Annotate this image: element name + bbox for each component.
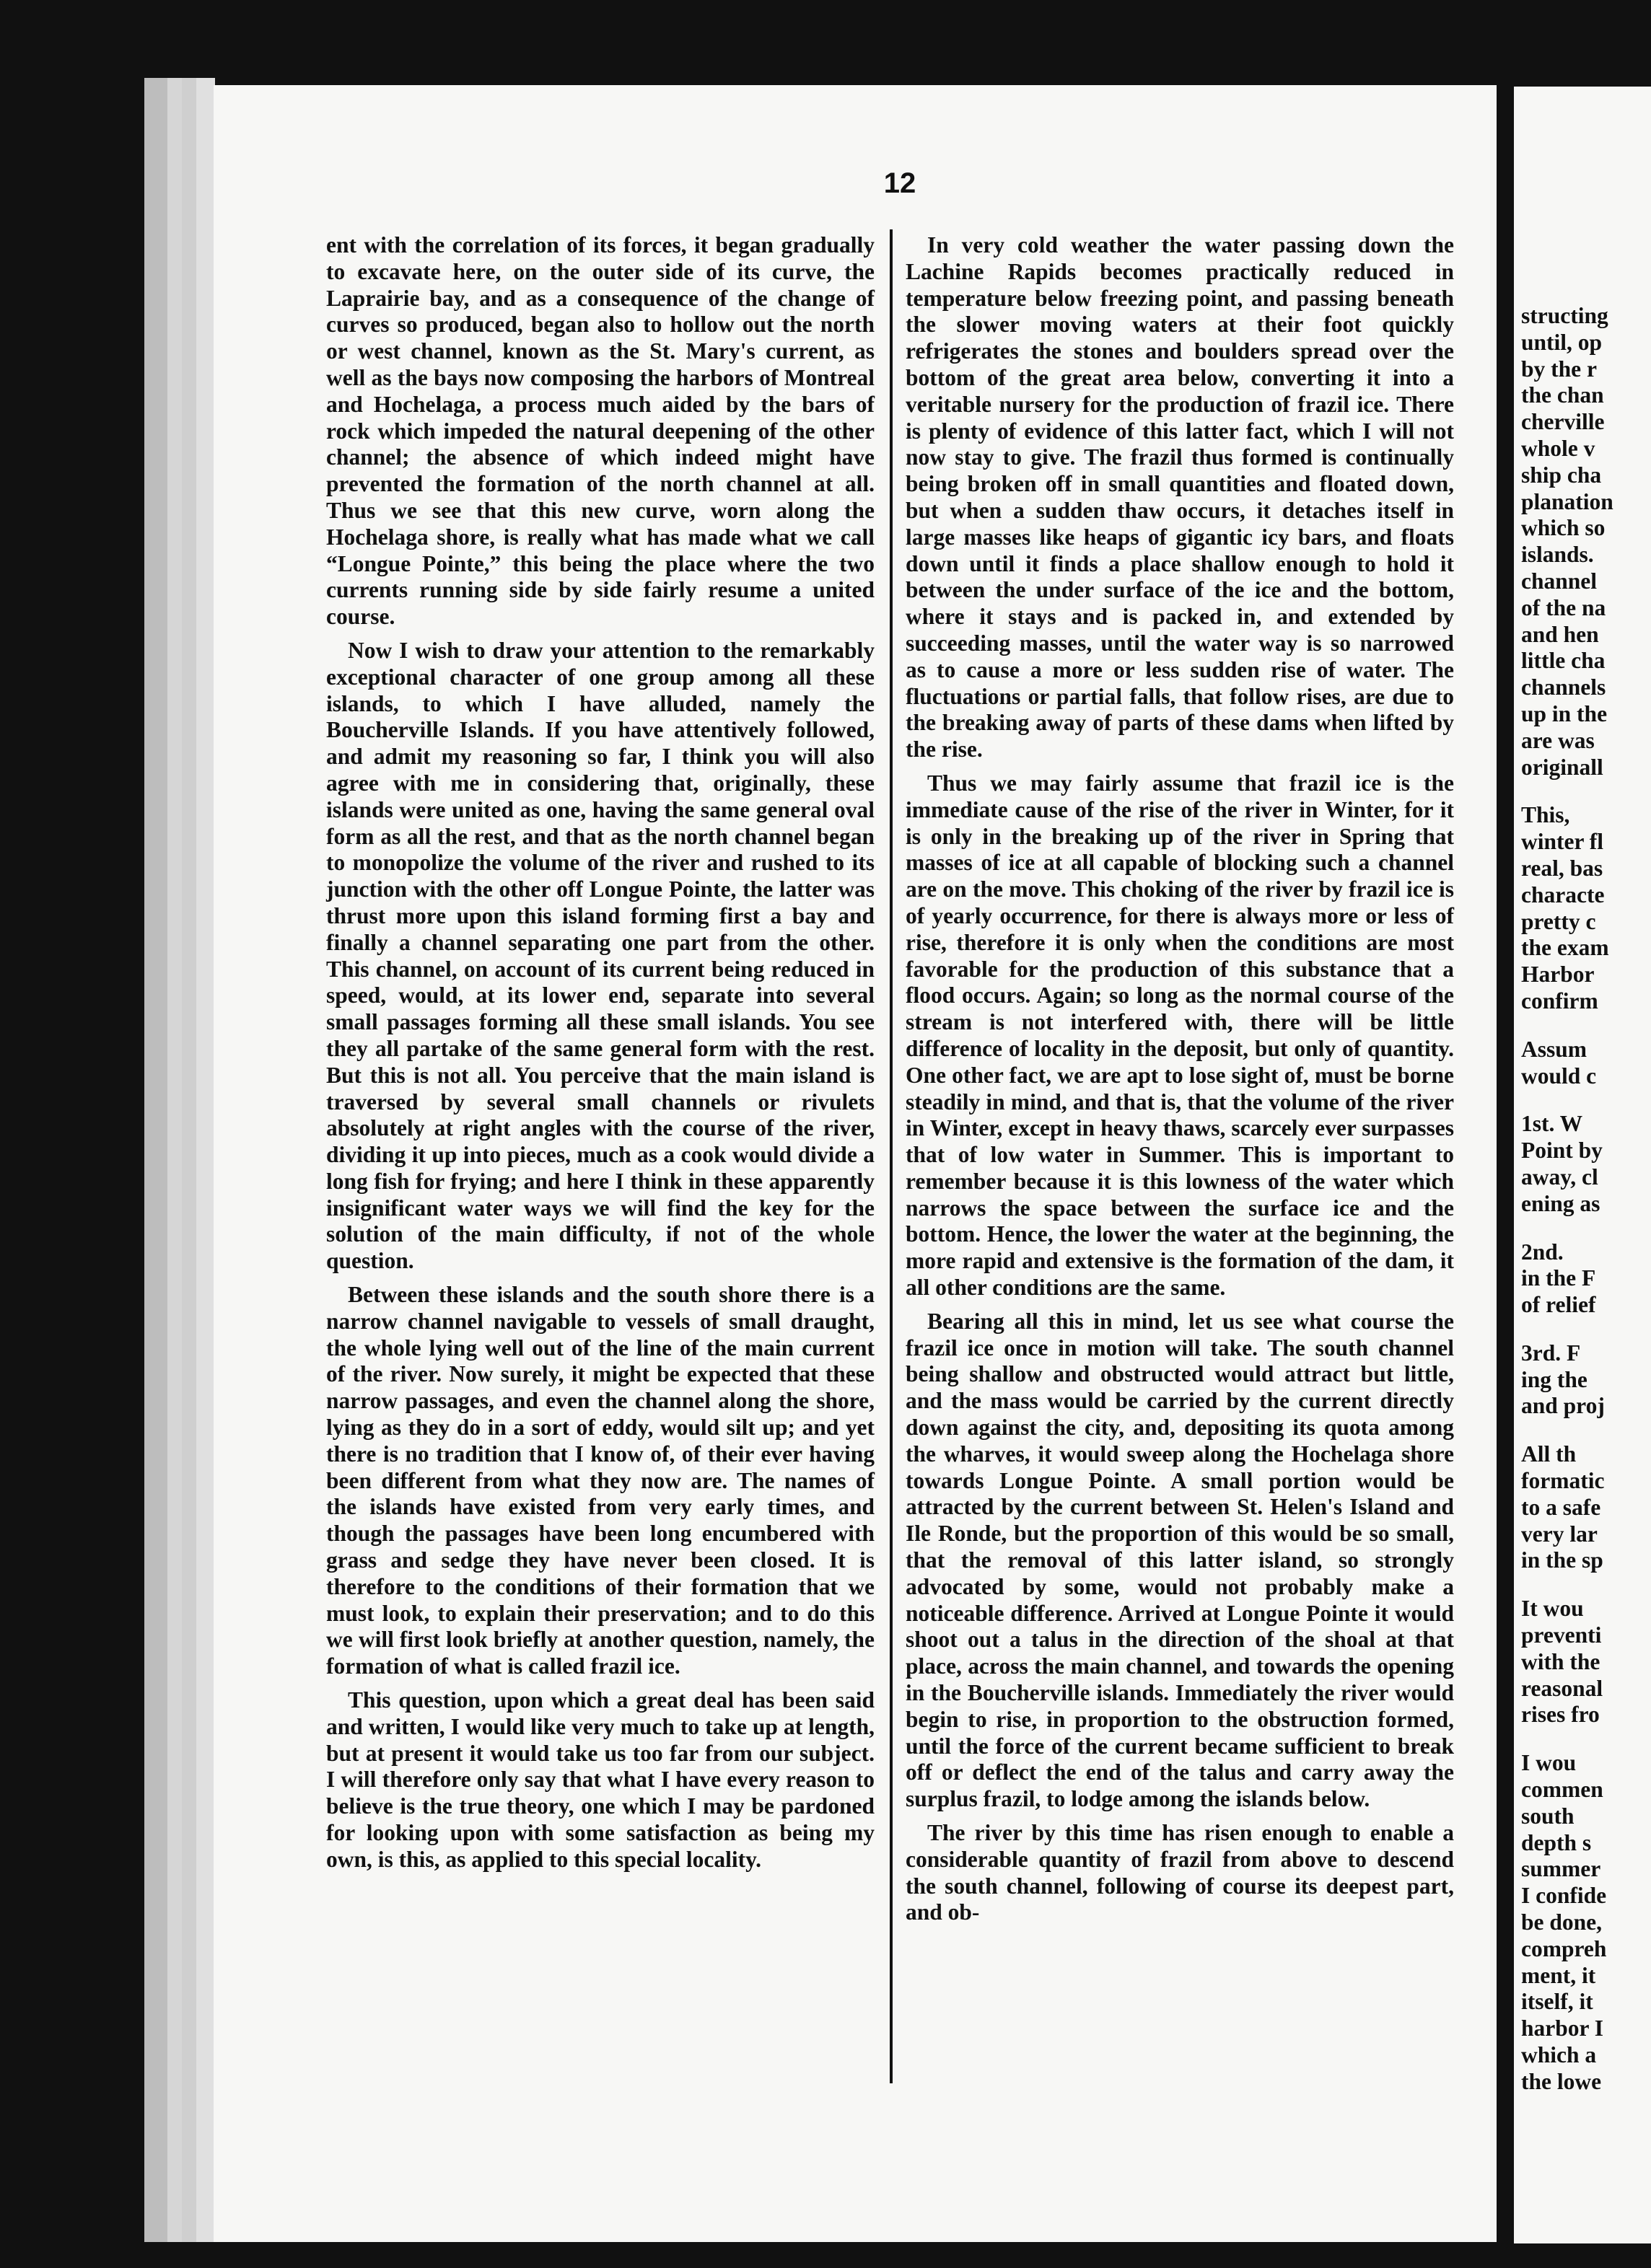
text-line: and hen [1521, 621, 1599, 647]
text-line: compreh [1521, 1935, 1607, 1961]
text-line: would c [1521, 1063, 1597, 1089]
text-line: cherville [1521, 409, 1605, 435]
text-line: little cha [1521, 648, 1606, 674]
paragraph: Between these islands and the south shore there is a narrow channel navigable to vessels of small draught, the whole lying well out of the line of the main current of the river. Now surely, it might be expected that these narrow passages, and even the channel along the shore, lying as they do in a sort of eddy, would silt up; and yet there is no tradition that I know of, of their ever having been different from what they now are. The names of the islands have existed from very early times, and though the passages have been long encumbered with grass and sedge they have never been closed. It is therefore to the conditions of their formation that we must look, to explain their preservation; and to do this we will first look briefly at another question, namely, the formation of what is called frazil ice. [326, 1282, 875, 1679]
text-line: commen [1521, 1777, 1603, 1803]
text-line: Point by [1521, 1138, 1603, 1164]
text-line: structing [1521, 303, 1608, 328]
left-text-column [326, 232, 875, 1881]
text-line: the exam [1521, 935, 1609, 961]
text-line: away, cl [1521, 1164, 1598, 1190]
page-stack-edge [196, 78, 215, 2242]
text-line: summer [1521, 1856, 1601, 1882]
text-line: reasonal [1521, 1675, 1603, 1701]
text-line: very lar [1521, 1521, 1598, 1547]
paragraph-gap [1521, 1319, 1651, 1340]
paragraph: In very cold weather the water passing down the Lachine Rapids becomes practically reduced in temperature below freezing point, and passing beneath the slower moving waters at their foot quickly refrigerates the stones and boulders spread over the bottom of the great area below, converting it into a veritable nursery for the production of frazil ice. There is plenty of evidence of this latter fact, which I will not now stay to give. The frazil thus formed is continually being broken off in small quantities and floated down, but when a sudden thaw occurs, it detaches itself in large masses like heaps of gigantic icy bars, and floats down until it finds a place shallow enough to hold it between the under surface of the ice and the bottom, where it stays and is packed in, and extended by succeeding masses, until the water way is so narrowed as to cause a more or less sudden rise of water. The fluctuations or partial falls, that follow rises, are due to the breaking away of parts of these dams when lifted by the rise. [906, 232, 1454, 762]
text-line: depth s [1521, 1829, 1592, 1855]
column-divider [890, 229, 893, 2083]
text-line: by the r [1521, 356, 1597, 382]
text-line: Assum [1521, 1036, 1588, 1062]
paragraph-gap [1521, 781, 1651, 802]
text-line: ening as [1521, 1190, 1600, 1216]
text-line: planation [1521, 488, 1613, 514]
adjacent-page-fragment [1514, 87, 1651, 2243]
paragraph: Thus we may fairly assume that frazil ice is the immediate cause of the rise of the river in Winter, for it is only in the breaking up of the river in Spring that masses of ice at all capable of blocking such a channel are on the move. This choking of the river by frazil ice is of yearly occurrence, for there is always more or less of rise, therefore it is only when the conditions are most favorable for the production of this substance that a flood occurs. Again; so long as the normal course of the stream is not interfered with, there will be little difference of locality in the deposit, but only of quantity. One other fact, we are apt to lose sight of, must be borne steadily in mind, and that is, that the volume of the river in Winter, except in heavy thaws, scarcely ever surpasses that of low water in Summer. This is important to remember because it is this lowness of the water which narrows the space between the surface ice and the bottom. Hence, the lower the water at the beginning, the more rapid and extensive is the formation of the dam, it all other conditions are the same. [906, 770, 1454, 1301]
text-line: characte [1521, 882, 1605, 907]
text-line: the lowe [1521, 2068, 1602, 2094]
text-line: in the sp [1521, 1547, 1603, 1573]
text-line: It wou [1521, 1596, 1584, 1622]
text-line: 3rd. F [1521, 1340, 1581, 1366]
text-line: harbor I [1521, 2016, 1604, 2041]
text-line: pretty c [1521, 908, 1596, 934]
text-line: islands. [1521, 542, 1594, 568]
text-line: This, [1521, 802, 1570, 828]
text-line: real, bas [1521, 855, 1603, 881]
paragraph-gap [1521, 1089, 1651, 1111]
text-line: Harbor [1521, 962, 1595, 988]
text-line: ing the [1521, 1366, 1588, 1392]
text-line: until, op [1521, 329, 1603, 355]
text-line: are was [1521, 727, 1595, 753]
text-line: which so [1521, 515, 1606, 541]
text-line: of the na [1521, 594, 1606, 620]
paragraph: Now I wish to draw your attention to the remarkably exceptional character of one group among all these islands, to which I have alluded, namely the Boucherville Islands. If you have attentively followed, and admit my reasoning so far, I think you will also agree with me in considering that, originally, these islands were united as one, having the same general oval form as all the rest, and that as the north channel began to monopolize the volume of the river and rushed to its junction with the other off Longue Pointe, the latter was thrust more upon this island forming first a bay and finally a channel separating one part from the other. This channel, on account of its current being reduced in speed, would, at its lower end, separate into several small passages forming all these small islands. You see they all partake of the same general form with the rest. But this is not all. You perceive that the main island is traversed by several small channels or rivulets absolutely at right angles with the course of the river, dividing it up into pieces, much as a cook would divide a long fish for frying; and here I think in these apparently insignificant water ways we will find the key for the solution of the main difficulty, if not of the whole question. [326, 637, 875, 1274]
page-stack-edge [167, 78, 183, 2242]
text-line: 2nd. [1521, 1239, 1564, 1265]
paragraph-gap [1521, 1420, 1651, 1441]
text-line: and proj [1521, 1393, 1605, 1419]
paragraph-gap [1521, 1015, 1651, 1037]
page-number: 12 [883, 167, 916, 199]
right-text-column [906, 232, 1454, 1933]
text-line: originall [1521, 754, 1603, 780]
text-line: rises fro [1521, 1702, 1600, 1728]
text-line: be done, [1521, 1909, 1603, 1935]
text-line: with the [1521, 1648, 1600, 1674]
text-line: ment, it [1521, 1962, 1596, 1988]
text-line: up in the [1521, 700, 1608, 726]
text-line: winter fl [1521, 829, 1604, 855]
text-line: 1st. W [1521, 1111, 1583, 1137]
text-line: preventi [1521, 1622, 1602, 1648]
text-line: which a [1521, 2042, 1597, 2068]
paragraph: ent with the correlation of its forces, it began gradually to excavate here, on the outer side of its curve, the Laprairie bay, and as a consequence of the change of curves so produced, began also to hollow out the north or west channel, known as the St. Mary's current, as well as the bays now composing the harbors of Montreal and Hochelaga, a process much aided by the bars of rock which impeded the natural deepening of the other channel; the absence of which indeed might have prevented the formation of the north channel at all. Thus we see that this new curve, worn along the Hochelaga shore, is really what has made what we call “Longue Pointe,” this being the place where the two currents running side by side fairly resume a united course. [326, 232, 875, 630]
text-line: I confide [1521, 1883, 1607, 1909]
text-line: I wou [1521, 1750, 1577, 1776]
text-line: south [1521, 1803, 1575, 1829]
text-line: whole v [1521, 435, 1595, 461]
page-stack-edge [182, 78, 198, 2242]
text-line: channel [1521, 568, 1598, 594]
text-line: channels [1521, 674, 1606, 700]
text-line: formatic [1521, 1468, 1605, 1494]
text-line: in the F [1521, 1265, 1596, 1291]
text-line: ship cha [1521, 462, 1602, 488]
text-line: the chan [1521, 382, 1604, 408]
text-line: itself, it [1521, 1989, 1593, 2015]
text-line: to a safe [1521, 1494, 1601, 1520]
paragraph-gap [1521, 1574, 1651, 1596]
adjacent-page-text [1521, 303, 1651, 2096]
paragraph-gap [1521, 1728, 1651, 1750]
paragraph: Bearing all this in mind, let us see what course the frazil ice once in motion will take. The south channel being shallow and obstructed would attract but little, and the mass would be carried by the current directly down against the city, and, depositing its quota among the wharves, it would sweep along the Hochelaga shore towards Longue Pointe. A small portion would be attracted by the current between St. Helen's Island and Ile Ronde, but the proportion of this would be so small, that the removal of this latter island, so strongly advocated by some, would not probably make a noticeable difference. Arrived at Longue Pointe it would shoot out a talus in the direction of the shoal at that place, across the main channel, and towards the opening in the Boucherville islands. Immediately the river would begin to rise, in proportion to the obstruction formed, until the force of the current became sufficient to break off or deflect the end of the talus and carry away the surplus frazil, to lodge among the islands below. [906, 1308, 1454, 1812]
paragraph: The river by this time has risen enough to enable a considerable quantity of frazil from above to descend the south channel, following of course its deepest part, and ob- [906, 1820, 1454, 1925]
text-line: of relief [1521, 1292, 1596, 1318]
text-line: All th [1521, 1441, 1577, 1467]
paragraph: This question, upon which a great deal has been said and written, I would like very much to take up at length, but at present it would take us too far from our subject. I will therefore only say that what I have every reason to believe is the true theory, one which I may be pardoned for looking upon with some satisfaction as being my own, is this, as applied to this special locality. [326, 1687, 875, 1872]
text-line: confirm [1521, 988, 1598, 1014]
paragraph-gap [1521, 1218, 1651, 1239]
